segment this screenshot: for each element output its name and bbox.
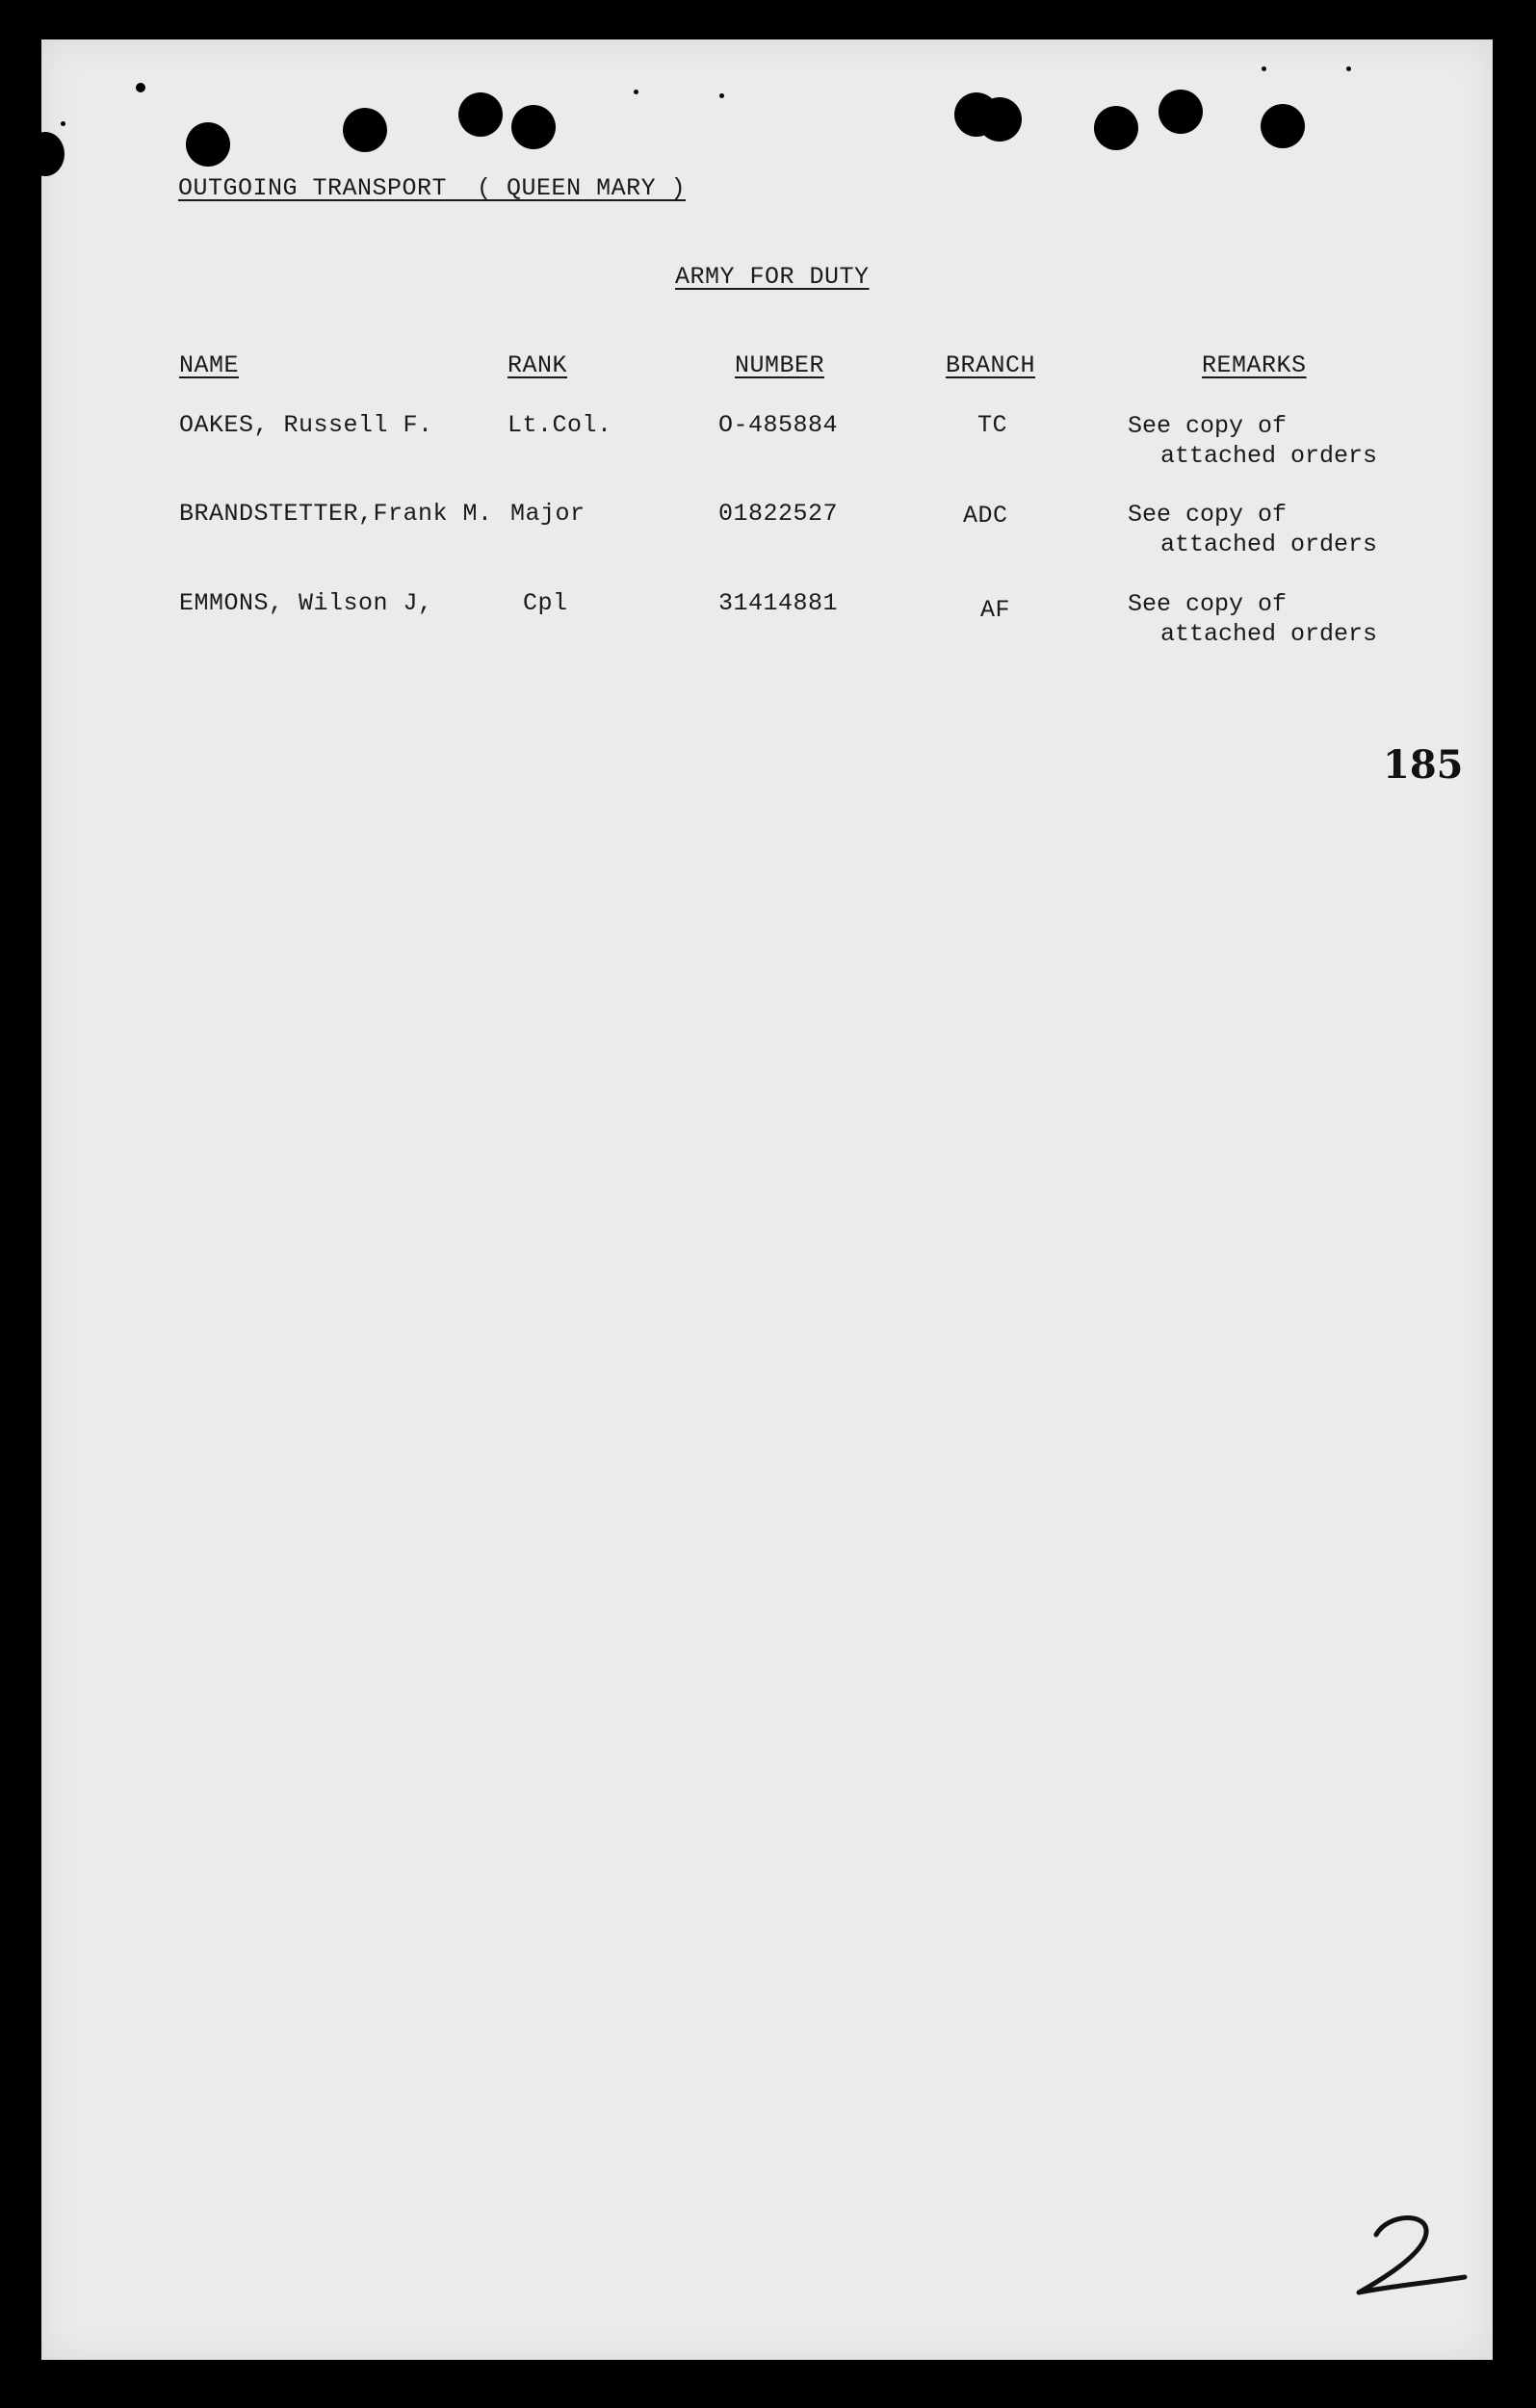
row-rank: Major: [510, 500, 586, 528]
punch-hole-icon: [26, 132, 65, 176]
row-remarks: [1128, 589, 1377, 649]
row-remarks: [1128, 411, 1377, 471]
punch-hole-icon: [1094, 106, 1138, 150]
row-number: O-485884: [718, 411, 839, 439]
document-subheading: ARMY FOR DUTY: [675, 263, 870, 291]
speck-icon: [719, 93, 724, 98]
document-heading: OUTGOING TRANSPORT ( QUEEN MARY ): [178, 174, 687, 202]
row-name: OAKES, Russell F.: [179, 411, 433, 439]
speck-icon: [61, 121, 65, 126]
punch-hole-icon: [1159, 90, 1203, 134]
row-number: 31414881: [718, 589, 839, 617]
row-number: 01822527: [718, 500, 839, 528]
row-remarks-line1: See copy of: [1128, 590, 1288, 618]
stamped-page-number: 185: [1383, 742, 1464, 788]
column-header-rank: RANK: [508, 351, 568, 379]
punch-hole-icon: [1261, 104, 1305, 148]
speck-icon: [634, 90, 638, 94]
document-page: [41, 39, 1493, 2360]
row-name: EMMONS, Wilson J,: [179, 589, 433, 617]
speck-icon: [1262, 66, 1266, 71]
column-header-name: NAME: [179, 351, 240, 379]
speck-icon: [136, 83, 145, 92]
row-branch: ADC: [963, 502, 1008, 530]
row-name: BRANDSTETTER,Frank M.: [179, 500, 493, 528]
speck-icon: [1346, 66, 1351, 71]
punch-hole-icon: [511, 105, 556, 149]
punch-hole-icon: [343, 108, 387, 152]
row-remarks-line2: attached orders: [1160, 442, 1378, 470]
row-remarks-line1: See copy of: [1128, 501, 1288, 529]
punch-hole-icon: [186, 122, 230, 167]
row-remarks-line1: See copy of: [1128, 412, 1288, 440]
row-branch: AF: [980, 596, 1011, 624]
row-rank: Lt.Col.: [508, 411, 612, 439]
row-remarks-line2: attached orders: [1160, 531, 1378, 558]
handwritten-number-icon: [1340, 2206, 1474, 2312]
punch-hole-icon: [458, 92, 503, 137]
punch-hole-icon: [977, 97, 1022, 142]
column-header-number: NUMBER: [735, 351, 825, 379]
row-remarks-line2: attached orders: [1160, 620, 1378, 648]
column-header-remarks: REMARKS: [1202, 351, 1307, 379]
row-branch: TC: [977, 411, 1008, 439]
column-header-branch: BRANCH: [946, 351, 1036, 379]
row-rank: Cpl: [523, 589, 568, 617]
row-remarks: [1128, 500, 1377, 559]
